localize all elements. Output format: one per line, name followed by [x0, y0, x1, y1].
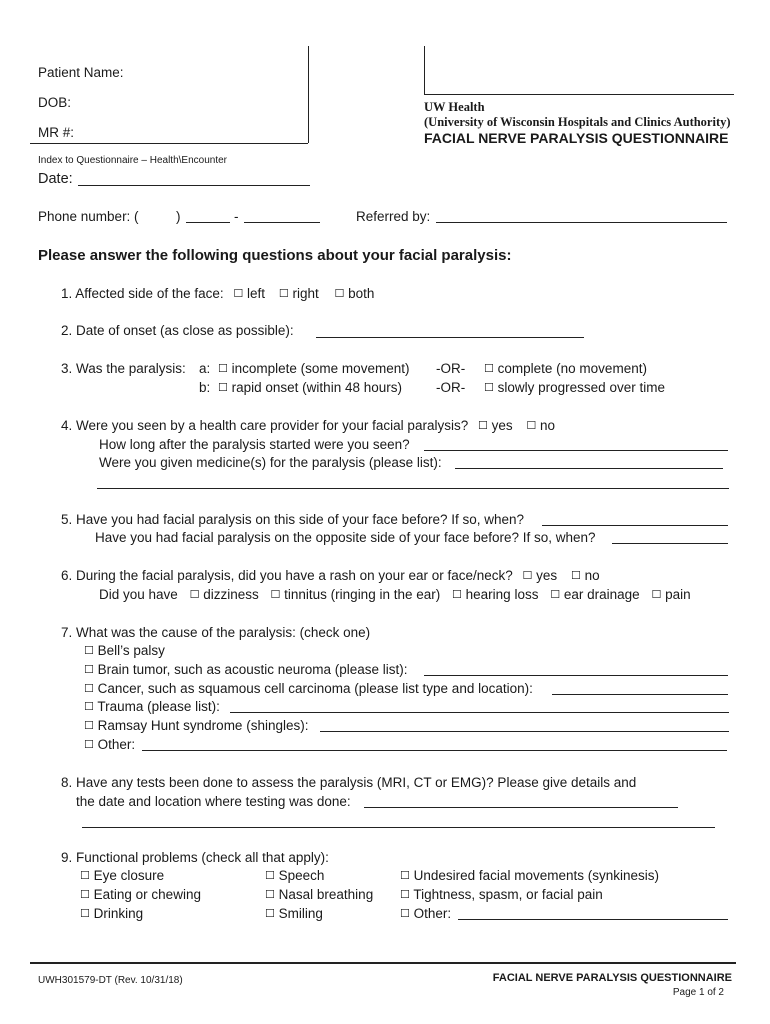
q5-opposite-side-field[interactable] — [612, 543, 728, 544]
q1-row — [61, 286, 374, 301]
q8-text-2: the date and location where testing was done: — [76, 794, 351, 809]
q8-testing-field-2[interactable] — [82, 827, 715, 828]
checkbox-icon[interactable]: ☐ — [484, 362, 494, 375]
q2-onset-field[interactable] — [316, 337, 584, 338]
q7-text: 7. What was the cause of the paralysis: (check one) — [61, 625, 371, 640]
q9-option-smiling[interactable]: ☐ Smiling — [265, 906, 323, 921]
label-box-bottom — [424, 94, 734, 95]
patient-box-bottom — [30, 143, 308, 144]
q7-option-bells-palsy[interactable]: ☐ Bell’s palsy — [84, 643, 165, 658]
checkbox-icon[interactable]: ☐ — [84, 644, 94, 657]
checkbox-icon[interactable]: ☐ — [218, 381, 228, 394]
q6-sub-label: Did you have — [99, 587, 178, 602]
q1-option-both[interactable]: ☐ both — [334, 286, 375, 301]
q7-option-ramsay-hunt[interactable]: ☐ Ramsay Hunt syndrome (shingles): — [84, 718, 309, 733]
q4-text: 4. Were you seen by a health care provider for your facial paralysis? — [61, 418, 469, 433]
q7-trauma-field[interactable] — [230, 712, 729, 713]
checkbox-icon[interactable]: ☐ — [651, 588, 662, 601]
q5-sub1-text: Have you had facial paralysis on the opposite side of your face before? If so, when? — [95, 530, 596, 545]
q3-a-or: -OR- — [436, 361, 466, 376]
q7-option-trauma[interactable]: ☐ Trauma (please list): — [84, 699, 220, 714]
org-name: UW Health — [424, 100, 485, 114]
q8-testing-field[interactable] — [364, 807, 678, 808]
checkbox-icon[interactable]: ☐ — [452, 588, 462, 601]
q7-option-brain-tumor[interactable]: ☐ Brain tumor, such as acoustic neuroma (please list): — [84, 662, 408, 677]
q3-a-right-option[interactable]: ☐ complete (no movement) — [484, 361, 647, 376]
q3-b-left-option[interactable]: ☐ rapid onset (within 48 hours) — [218, 380, 402, 395]
q6-option-pain[interactable]: ☐ pain — [651, 587, 691, 602]
q9-option-eye-closure[interactable]: ☐ Eye closure — [80, 868, 165, 883]
footer-page-number: Page 1 of 2 — [672, 987, 724, 998]
checkbox-icon[interactable]: ☐ — [484, 381, 494, 394]
q9-option-nasal-breathing[interactable]: ☐ Nasal breathing — [265, 887, 374, 902]
checkbox-icon[interactable]: ☐ — [400, 869, 410, 882]
q9-option-drinking[interactable]: ☐ Drinking — [80, 906, 144, 921]
referred-label: Referred by: — [356, 209, 431, 224]
phone-line-field[interactable] — [244, 222, 320, 223]
q6-option-tinnitus[interactable]: ☐ tinnitus (ringing in the ear) — [270, 587, 441, 602]
q3-text: 3. Was the paralysis: — [61, 361, 186, 376]
q4-sub1-text: How long after the paralysis started were you seen? — [99, 437, 410, 452]
instructions-heading: Please answer the following questions about your facial paralysis: — [38, 247, 512, 264]
checkbox-icon[interactable]: ☐ — [84, 700, 94, 713]
q4-option-no[interactable]: ☐ no — [526, 418, 556, 433]
checkbox-icon[interactable]: ☐ — [265, 888, 275, 901]
checkbox-icon[interactable]: ☐ — [334, 287, 345, 300]
q6-row — [61, 568, 600, 583]
phone-prefix-field[interactable] — [186, 222, 230, 223]
q3-b-label: b: — [199, 380, 211, 395]
checkbox-icon[interactable]: ☐ — [278, 287, 289, 300]
q7-brain-tumor-field[interactable] — [424, 675, 728, 676]
q6-text: 6. During the facial paralysis, did you have a rash on your ear or face/neck? — [61, 568, 513, 583]
q6-option-hearing-loss[interactable]: ☐ hearing loss — [452, 587, 539, 602]
date-field[interactable] — [78, 185, 310, 186]
checkbox-icon[interactable]: ☐ — [270, 588, 281, 601]
q3-a-label: a: — [199, 361, 211, 376]
checkbox-icon[interactable]: ☐ — [84, 719, 94, 732]
date-label: Date: — [38, 171, 73, 187]
q1-text: 1. Affected side of the face: — [61, 286, 224, 301]
q5-text: 5. Have you had facial paralysis on this side of your face before? If so, when? — [61, 512, 525, 527]
patient-name-label: Patient Name: — [38, 65, 124, 80]
checkbox-icon[interactable]: ☐ — [550, 588, 561, 601]
q6-option-ear-drainage[interactable]: ☐ ear drainage — [550, 587, 640, 602]
q9-option-eating[interactable]: ☐ Eating or chewing — [80, 887, 201, 902]
q3-b-right-option[interactable]: ☐ slowly progressed over time — [484, 380, 665, 395]
q6-option-dizziness[interactable]: ☐ dizziness — [189, 587, 259, 602]
q7-cancer-field[interactable] — [552, 694, 728, 695]
q7-option-other[interactable]: ☐ Other: — [84, 737, 136, 752]
checkbox-icon[interactable]: ☐ — [570, 569, 581, 582]
checkbox-icon[interactable]: ☐ — [80, 869, 90, 882]
q6-option-yes[interactable]: ☐ yes — [522, 568, 558, 583]
q7-option-cancer[interactable]: ☐ Cancer, such as squamous cell carcinoma (please list type and location): — [84, 681, 533, 696]
checkbox-icon[interactable]: ☐ — [522, 569, 533, 582]
referred-by-field[interactable] — [436, 222, 727, 223]
checkbox-icon[interactable]: ☐ — [218, 362, 228, 375]
checkbox-icon[interactable]: ☐ — [265, 869, 275, 882]
q3-b-or: -OR- — [436, 380, 466, 395]
phone-paren: ) — [176, 209, 181, 224]
q3-a-left-option[interactable]: ☐ incomplete (some movement) — [218, 361, 410, 376]
q7-other-field[interactable] — [142, 750, 727, 751]
checkbox-icon[interactable]: ☐ — [400, 888, 410, 901]
q4-medicine-field-2[interactable] — [97, 488, 729, 489]
q6-option-no[interactable]: ☐ no — [570, 568, 600, 583]
q4-option-yes[interactable]: ☐ yes — [477, 418, 513, 433]
q1-option-right[interactable]: ☐ right — [278, 286, 319, 301]
label-box-left — [424, 46, 425, 94]
q5-same-side-field[interactable] — [542, 525, 728, 526]
mr-label: MR #: — [38, 125, 75, 140]
patient-box-right — [308, 46, 309, 143]
checkbox-icon[interactable]: ☐ — [84, 738, 94, 751]
checkbox-icon[interactable]: ☐ — [80, 907, 90, 920]
q4-row — [61, 418, 555, 433]
q4-medicine-field[interactable] — [455, 468, 723, 469]
q6-sub-row — [99, 587, 691, 602]
footer-divider — [30, 962, 736, 964]
index-text: Index to Questionnaire – Health\Encounter — [38, 155, 228, 166]
q1-option-left[interactable]: ☐ left — [233, 286, 266, 301]
org-full-name: (University of Wisconsin Hospitals and Clinics Authority) — [424, 115, 731, 129]
dob-label: DOB: — [38, 95, 72, 110]
checkbox-icon[interactable]: ☐ — [84, 663, 94, 676]
checkbox-icon[interactable]: ☐ — [477, 419, 488, 432]
q4-how-long-field[interactable] — [424, 450, 728, 451]
checkbox-icon[interactable]: ☐ — [80, 888, 90, 901]
checkbox-icon[interactable]: ☐ — [526, 419, 537, 432]
q9-option-synkinesis[interactable]: ☐ Undesired facial movements (synkinesis) — [400, 868, 659, 883]
q4-sub2-text: Were you given medicine(s) for the paralysis (please list): — [99, 455, 442, 470]
phone-dash: - — [234, 209, 239, 224]
footer-form-code: UWH301579-DT (Rev. 10/31/18) — [38, 975, 183, 986]
q9-option-tightness[interactable]: ☐ Tightness, spasm, or facial pain — [400, 887, 603, 902]
checkbox-icon[interactable]: ☐ — [189, 588, 200, 601]
q9-text: 9. Functional problems (check all that apply): — [61, 850, 329, 865]
checkbox-icon[interactable]: ☐ — [400, 907, 410, 920]
q2-text: 2. Date of onset (as close as possible): — [61, 323, 294, 338]
checkbox-icon[interactable]: ☐ — [84, 682, 94, 695]
checkbox-icon[interactable]: ☐ — [233, 287, 244, 300]
q7-ramsay-hunt-field[interactable] — [320, 731, 729, 732]
q9-other-field[interactable] — [458, 919, 728, 920]
phone-label: Phone number: ( — [38, 209, 139, 224]
footer-title: FACIAL NERVE PARALYSIS QUESTIONNAIRE — [492, 972, 732, 984]
form-title: FACIAL NERVE PARALYSIS QUESTIONNAIRE — [424, 130, 729, 146]
checkbox-icon[interactable]: ☐ — [265, 907, 275, 920]
q9-option-speech[interactable]: ☐ Speech — [265, 868, 325, 883]
q8-text: 8. Have any tests been done to assess the paralysis (MRI, CT or EMG)? Please give details and — [61, 775, 637, 790]
q9-option-other[interactable]: ☐ Other: — [400, 906, 452, 921]
